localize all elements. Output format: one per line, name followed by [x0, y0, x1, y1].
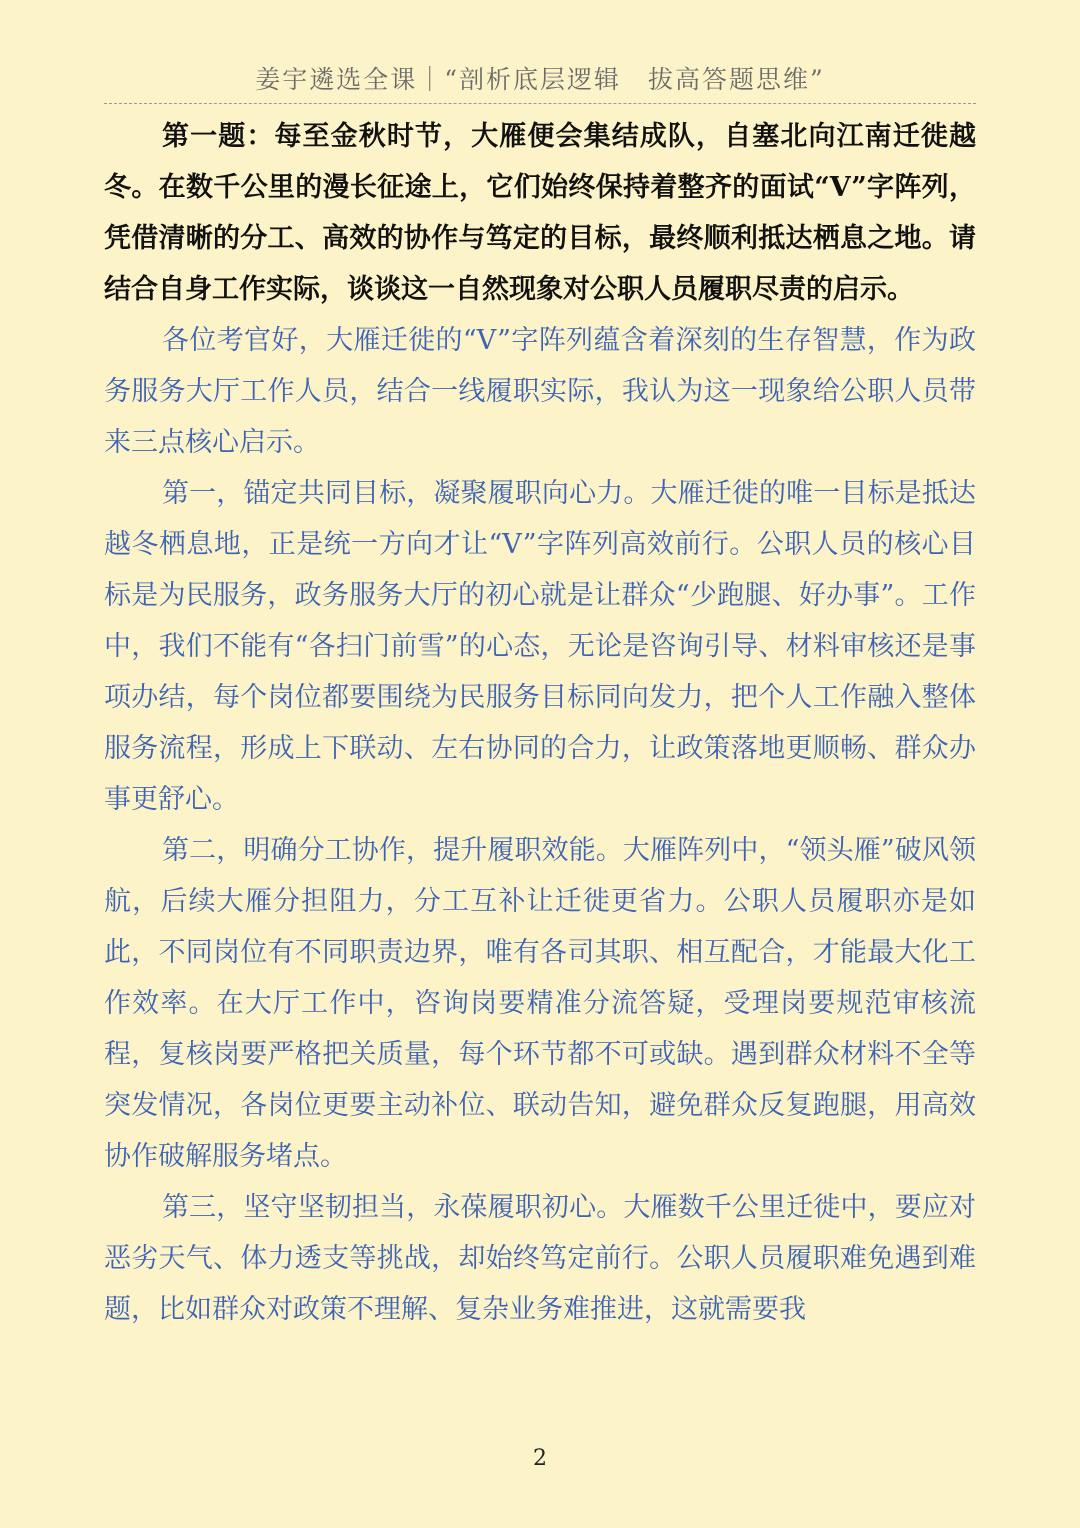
- document-body: [104, 111, 976, 1335]
- page-number: 2: [533, 1446, 547, 1471]
- answer-paragraph-point-1: 第一，锚定共同目标，凝聚履职向心力。大雁迁徙的唯一目标是抵达越冬栖息地，正是统一方向才让“V”字阵列高效前行。公职人员的核心目标是为民服务，政务服务大厅的初心就是让群众“少跑腿、好办事”。工作中，我们不能有“各扫门前雪”的心态，无论是咨询引导、材料审核还是事项办结，每个岗位都要围绕为民服务目标同向发力，把个人工作融入整体服务流程，形成上下联动、左右协同的合力，让政策落地更顺畅、群众办事更舒心。: [104, 478, 976, 815]
- page-header: 姜宇遴选全课｜“剖析底层逻辑 拔高答题思维”: [255, 65, 825, 94]
- answer-paragraph-point-2: 第二，明确分工协作，提升履职效能。大雁阵列中，“领头雁”破风领航，后续大雁分担阻力，分工互补让迁徙更省力。公职人员履职亦是如此，不同岗位有不同职责边界，唯有各司其职、相互配合，才能最大化工作效率。在大厅工作中，咨询岗要精准分流答疑，受理岗要规范审核流程，复核岗要严格把关质量，每个环节都不可或缺。遇到群众材料不全等突发情况，各岗位更要主动补位、联动告知，避免群众反复跑腿，用高效协作破解服务堵点。: [104, 835, 976, 1172]
- answer-paragraph-intro: 各位考官好，大雁迁徙的“V”字阵列蕴含着深刻的生存智慧，作为政务服务大厅工作人员，结合一线履职实际，我认为这一现象给公职人员带来三点核心启示。: [104, 325, 976, 458]
- question-paragraph: 第一题：每至金秋时节，大雁便会集结成队，自塞北向江南迁徙越冬。在数千公里的漫长征途上，它们始终保持着整齐的面试“V”字阵列，凭借清晰的分工、高效的协作与笃定的目标，最终顺利抵达栖息之地。请结合自身工作实际，谈谈这一自然现象对公职人员履职尽责的启示。: [104, 121, 976, 305]
- header-divider: [104, 103, 976, 104]
- answer-paragraph-point-3: 第三，坚守坚韧担当，永葆履职初心。大雁数千公里迁徙中，要应对恶劣天气、体力透支等挑战，却始终笃定前行。公职人员履职难免遇到难题，比如群众对政策不理解、复杂业务难推进，这就需要我: [104, 1192, 976, 1325]
